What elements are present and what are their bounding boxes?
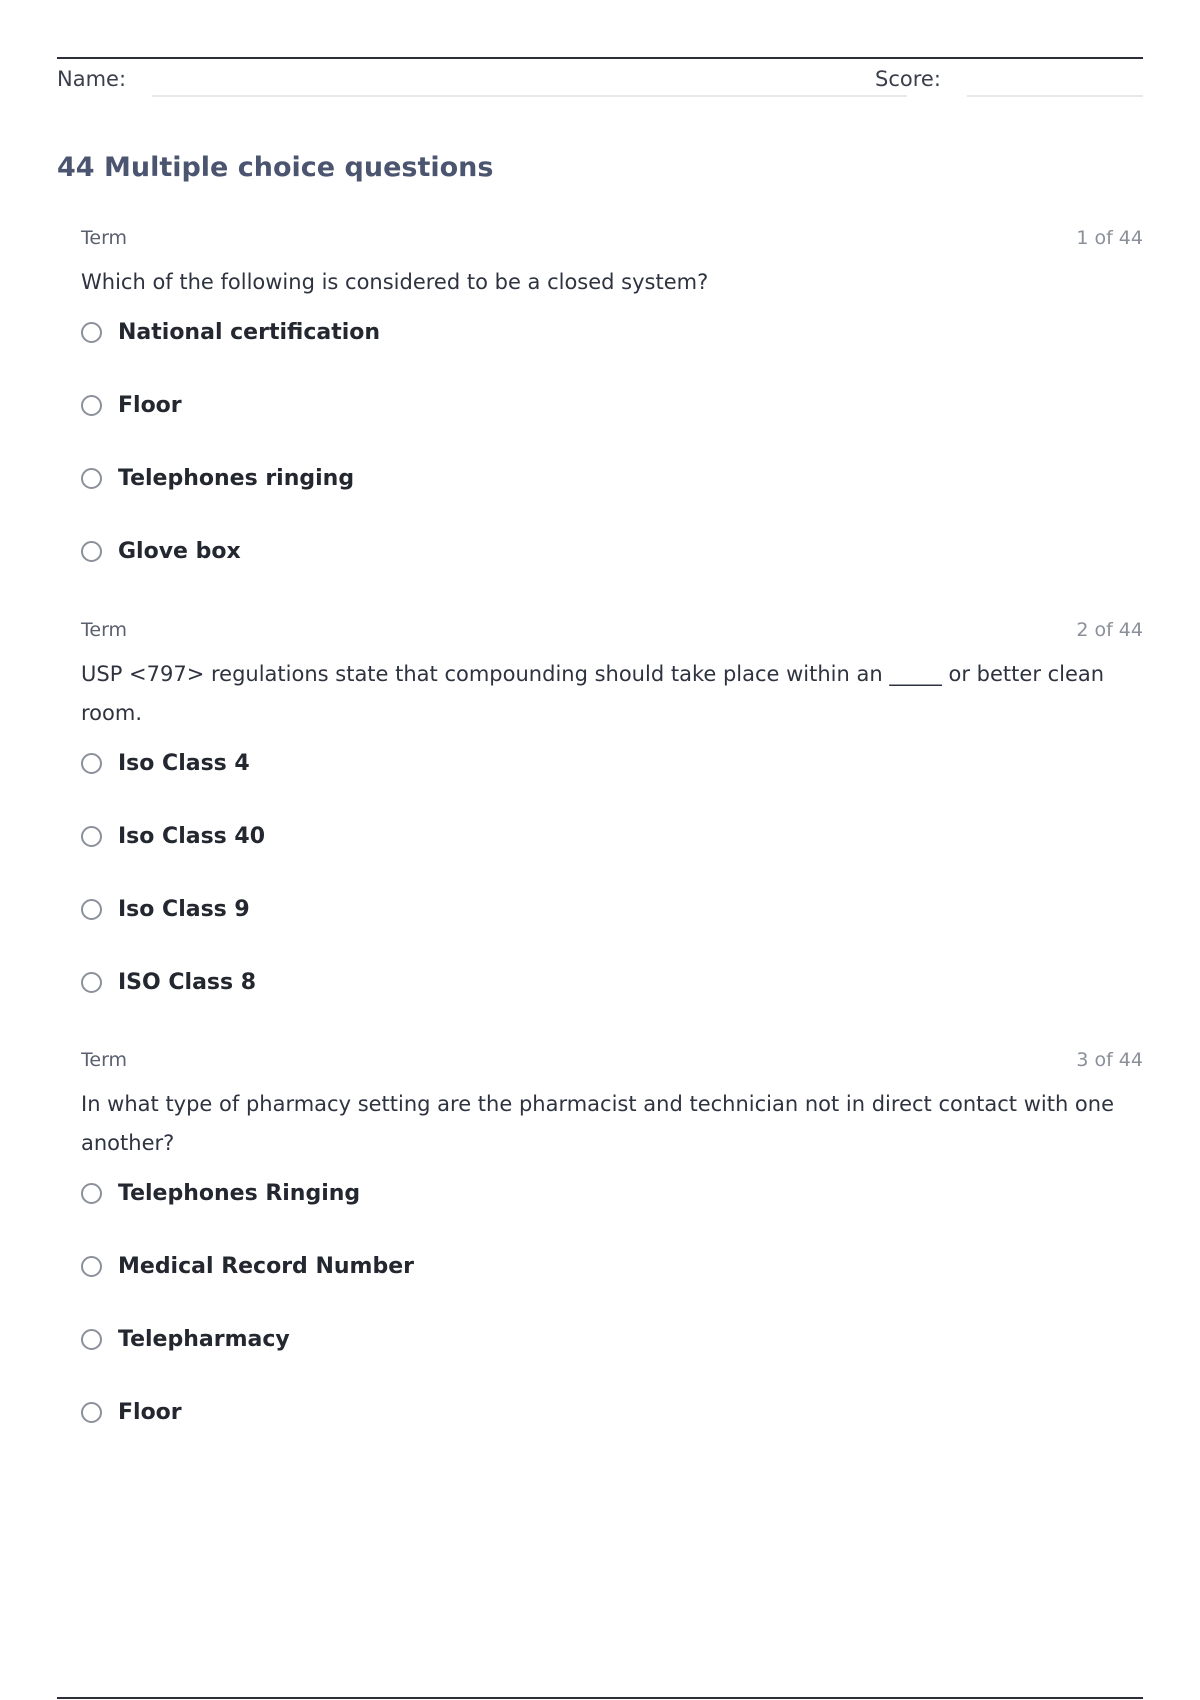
option-label: Glove box <box>118 539 241 564</box>
answer-option[interactable] <box>81 1327 1143 1400</box>
answer-option[interactable] <box>81 897 1143 970</box>
option-label: Telephones ringing <box>118 466 355 491</box>
radio-button[interactable] <box>81 1256 102 1277</box>
option-label: ISO Class 8 <box>118 970 257 995</box>
term-label: Term <box>81 619 128 641</box>
answer-option[interactable] <box>81 970 1143 1043</box>
answer-option[interactable] <box>81 320 1143 393</box>
score-label: Score: <box>875 67 941 91</box>
question-prompt: Which of the following is considered to be a closed system? <box>81 270 709 294</box>
option-label: Iso Class 9 <box>118 897 250 922</box>
answer-options <box>81 751 1143 1043</box>
radio-button[interactable] <box>81 1183 102 1204</box>
option-label: Iso Class 40 <box>118 824 266 849</box>
radio-button[interactable] <box>81 1329 102 1350</box>
radio-button[interactable] <box>81 972 102 993</box>
option-label: Floor <box>118 1400 182 1425</box>
option-label: Floor <box>118 393 182 418</box>
radio-button[interactable] <box>81 753 102 774</box>
question-header <box>81 1049 1143 1079</box>
answer-option[interactable] <box>81 466 1143 539</box>
question-3 <box>81 1049 1143 1473</box>
answer-option[interactable] <box>81 1181 1143 1254</box>
score-field[interactable] <box>967 95 1143 97</box>
radio-button[interactable] <box>81 395 102 416</box>
term-label: Term <box>81 227 128 249</box>
answer-option[interactable] <box>81 1254 1143 1327</box>
name-field[interactable] <box>152 95 907 97</box>
radio-button[interactable] <box>81 468 102 489</box>
question-1 <box>81 227 1143 612</box>
option-label: Telepharmacy <box>118 1327 290 1352</box>
answer-option[interactable] <box>81 1400 1143 1473</box>
radio-button[interactable] <box>81 541 102 562</box>
option-label: Medical Record Number <box>118 1254 414 1279</box>
question-counter: 1 of 44 <box>1076 227 1143 249</box>
answer-option[interactable] <box>81 751 1143 824</box>
question-prompt: USP <797> regulations state that compounding should take place within an _____ or better clean room. <box>81 662 1105 725</box>
question-counter: 3 of 44 <box>1076 1049 1143 1071</box>
quiz-page <box>57 57 1143 1700</box>
answer-option[interactable] <box>81 393 1143 466</box>
name-label: Name: <box>57 67 127 91</box>
option-label: Telephones Ringing <box>118 1181 361 1206</box>
answer-options <box>81 1181 1143 1473</box>
radio-button[interactable] <box>81 899 102 920</box>
radio-button[interactable] <box>81 826 102 847</box>
term-label: Term <box>81 1049 128 1071</box>
question-counter: 2 of 44 <box>1076 619 1143 641</box>
question-header <box>81 227 1143 257</box>
radio-button[interactable] <box>81 1402 102 1423</box>
footer-divider <box>57 1697 1143 1699</box>
radio-button[interactable] <box>81 322 102 343</box>
question-prompt: In what type of pharmacy setting are the pharmacist and technician not in direct contact with one another? <box>81 1092 1115 1155</box>
section-title: 44 Multiple choice questions <box>57 152 494 183</box>
answer-option[interactable] <box>81 539 1143 612</box>
question-header <box>81 619 1143 649</box>
option-label: National certification <box>118 320 381 345</box>
option-label: Iso Class 4 <box>118 751 250 776</box>
question-2 <box>81 619 1143 1043</box>
answer-option[interactable] <box>81 824 1143 897</box>
worksheet-header <box>57 57 1143 119</box>
answer-options <box>81 320 1143 612</box>
